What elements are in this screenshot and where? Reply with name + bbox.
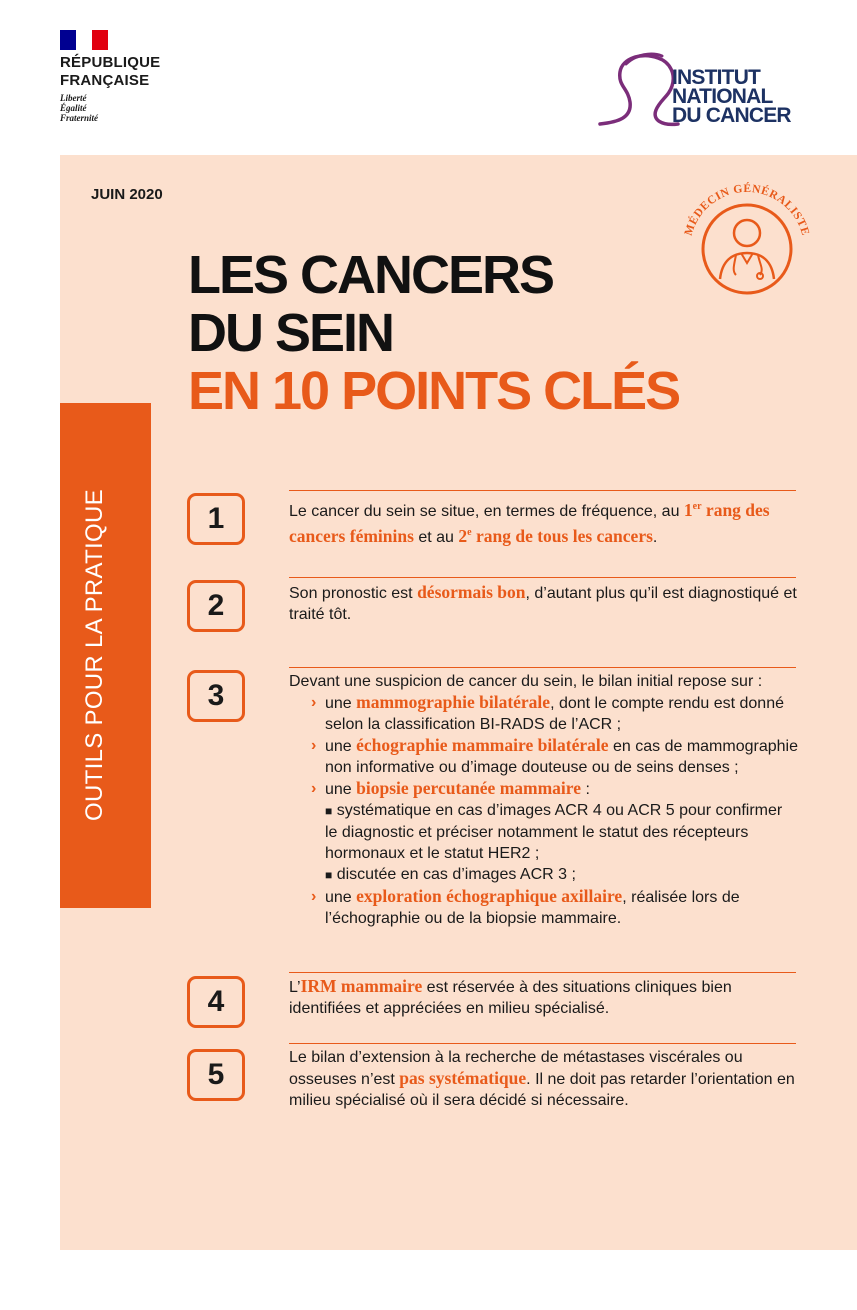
point-3-list xyxy=(289,692,799,929)
point-rule-3 xyxy=(289,667,796,668)
point-rule-4 xyxy=(289,972,796,973)
point-number-2: 2 xyxy=(187,580,245,632)
inca-name xyxy=(672,68,791,125)
badge-label: MÉDECIN GÉNÉRALISTE xyxy=(682,182,812,238)
motto-fraternite: Fraternité xyxy=(60,113,99,123)
point-number-1: 1 xyxy=(187,493,245,545)
page-title xyxy=(188,246,679,420)
rf-line2: FRANÇAISE xyxy=(60,72,150,89)
point-text-5: Le bilan d’extension à la recherche de métastases viscérales ou osseuses n’est pas systématique. Il ne doit pas retarder l’orientation en milieu spécialisé où il sera décidé si nécessaire. xyxy=(289,1049,795,1109)
list-item: › une mammographie bilatérale, dont le compte rendu est donné selon la classification BI-RADS de l’ACR ; xyxy=(311,692,784,733)
point-rule-5 xyxy=(289,1043,796,1044)
inca-line1: INSTITUT xyxy=(672,66,761,89)
sub-item: ■ systématique en cas d’images ACR 4 ou ACR 5 pour confirmer le diagnostic et préciser notamment le statut des récepteurs hormonaux et le statut HER2 ; xyxy=(325,802,783,862)
inca-line3: DU CANCER xyxy=(672,104,791,127)
motto-liberte: Liberté xyxy=(60,93,87,103)
point-number-4: 4 xyxy=(187,976,245,1028)
sub-item: ■ discutée en cas d’images ACR 3 ; xyxy=(325,866,576,883)
svg-text:MÉDECIN GÉNÉRALISTE xyxy=(683,181,812,237)
point-text-1: Le cancer du sein se situe, en termes de fréquence, au 1er rang des cancers féminins et au 2e rang de tous les cancers. xyxy=(289,499,770,546)
title-line3: EN 10 POINTS CLÉS xyxy=(188,361,680,421)
inca-line2: NATIONAL xyxy=(672,85,773,108)
motto-egalite: Égalité xyxy=(60,103,87,113)
rf-name xyxy=(60,54,160,90)
list-item: › une exploration échographique axillaire, réalisée lors de l’échographie ou de la biopsie mammaire. xyxy=(311,886,740,927)
point-text-4: L’IRM mammaire est réservée à des situations cliniques bien identifiées et appréciées en milieu spécialisé. xyxy=(289,976,732,1017)
republique-francaise-logo xyxy=(60,30,160,123)
list-item: › une échographie mammaire bilatérale en cas de mammographie non informative ou d’image douteuse ou de seins denses ; xyxy=(311,735,798,776)
rf-motto xyxy=(60,93,160,123)
point-number-5: 5 xyxy=(187,1049,245,1101)
french-flag-icon xyxy=(60,30,108,50)
publication-date: JUIN 2020 xyxy=(91,186,163,203)
doctor-icon xyxy=(680,175,814,299)
title-line1: LES CANCERS xyxy=(188,245,554,305)
medecin-generaliste-badge xyxy=(680,175,814,299)
list-item: › une biopsie percutanée mammaire : ■ systématique en cas d’images ACR 4 ou ACR 5 pour confirmer le diagnostic et préciser notamment le statut des récepteurs hormonaux et le statut HER2 ; ■ discutée en cas d’images ACR 3 ; xyxy=(289,778,799,886)
point-rule-2 xyxy=(289,577,796,578)
point-number-3: 3 xyxy=(187,670,245,722)
sidebar-label: OUTILS POUR LA PRATIQUE xyxy=(81,489,108,821)
title-line2: DU SEIN xyxy=(188,303,394,363)
point-3-intro: Devant une suspicion de cancer du sein, le bilan initial repose sur : xyxy=(289,673,763,690)
point-rule-1 xyxy=(289,490,796,491)
institut-national-du-cancer-logo xyxy=(596,48,806,134)
rf-line1: RÉPUBLIQUE xyxy=(60,54,161,71)
point-text-2: Son pronostic est désormais bon, d’autant plus qu’il est diagnostiqué et traité tôt. xyxy=(289,582,797,623)
point-text-3 xyxy=(289,671,799,929)
